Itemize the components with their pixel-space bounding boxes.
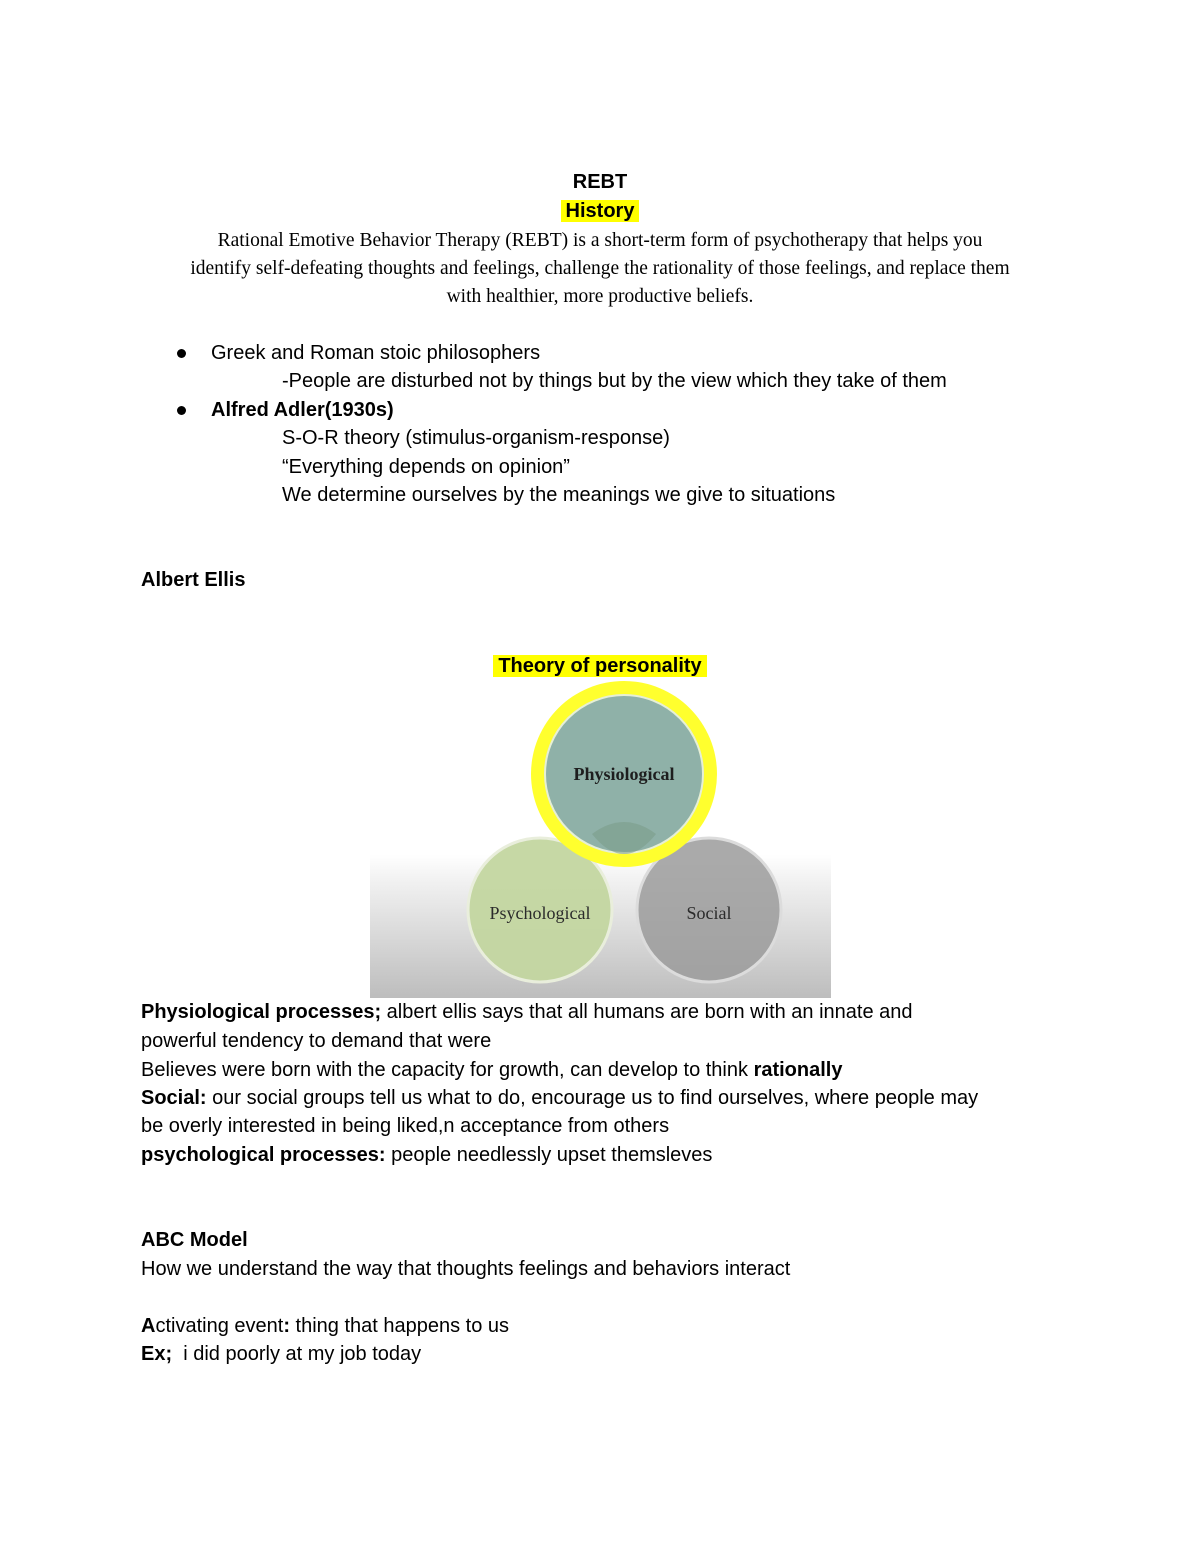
bullet-detail: -People are disturbed not by things but by the view which they take of them: [282, 370, 947, 392]
social-line-2: be overly interested in being liked,n acceptance from others: [141, 1115, 670, 1137]
page-title: REBT: [572, 171, 628, 193]
psychological-processes-label: psychological processes:: [141, 1144, 386, 1166]
personality-venn-diagram: [370, 680, 831, 998]
bullet-item-adler: Alfred Adler(1930s): [211, 399, 394, 421]
activating-letter: A: [141, 1315, 156, 1337]
rationally-bold: rationally: [753, 1059, 843, 1081]
example-text: i did poorly at my job today: [172, 1343, 422, 1365]
history-heading-text: History: [561, 200, 640, 222]
intro-line: identify self-defeating thoughts and feelings, challenge the rationality of those feelings, and replace them: [190, 258, 1010, 279]
theory-heading-text: Theory of personality: [493, 655, 706, 677]
theory-heading: [0, 652, 1200, 680]
bullet-detail: S-O-R theory (stimulus-organism-response): [282, 427, 670, 449]
physiological-line-2: powerful tendency to demand that were: [141, 1030, 492, 1052]
social-label-text: Social:: [141, 1087, 207, 1109]
believes-line: [141, 1056, 842, 1084]
bullet-detail: “Everything depends on opinion”: [282, 456, 570, 478]
believes-text: Believes were born with the capacity for growth, can develop to think: [141, 1059, 754, 1081]
abc-description: How we understand the way that thoughts feelings and behaviors interact: [141, 1258, 791, 1280]
bullet-dot: [177, 406, 186, 415]
social-line-1: [141, 1084, 978, 1112]
albert-ellis-heading: Albert Ellis: [141, 569, 246, 591]
abc-model-heading: ABC Model: [141, 1229, 248, 1251]
psychological-label: Psychological: [489, 903, 591, 923]
example-line: [141, 1340, 421, 1368]
physiological-label: Physiological: [573, 764, 675, 784]
social-label: Social: [686, 903, 732, 923]
bullet-detail: We determine ourselves by the meanings we give to situations: [282, 484, 836, 506]
physiological-line-1: [141, 998, 913, 1026]
history-heading: [0, 197, 1200, 225]
activating-colon: :: [283, 1315, 290, 1337]
social-text: our social groups tell us what to do, encourage us to find ourselves, where people may: [206, 1087, 979, 1109]
intro-line: with healthier, more productive beliefs.: [446, 286, 754, 307]
example-label: Ex;: [141, 1343, 173, 1365]
activating-text: thing that happens to us: [289, 1315, 510, 1337]
activating-event-line: [141, 1312, 509, 1340]
physiological-processes-label: Physiological processes;: [141, 1001, 382, 1023]
physiological-text: albert ellis says that all humans are born with an innate and: [381, 1001, 913, 1023]
bullet-dot: [177, 349, 186, 358]
intro-line: Rational Emotive Behavior Therapy (REBT) is a short-term form of psychotherapy that helps you: [217, 230, 983, 251]
activating-rest: ctivating event: [155, 1315, 284, 1337]
psychological-text: people needlessly upset themsleves: [385, 1144, 713, 1166]
bullet-item-stoics: Greek and Roman stoic philosophers: [211, 342, 541, 364]
psychological-line: [141, 1141, 712, 1169]
